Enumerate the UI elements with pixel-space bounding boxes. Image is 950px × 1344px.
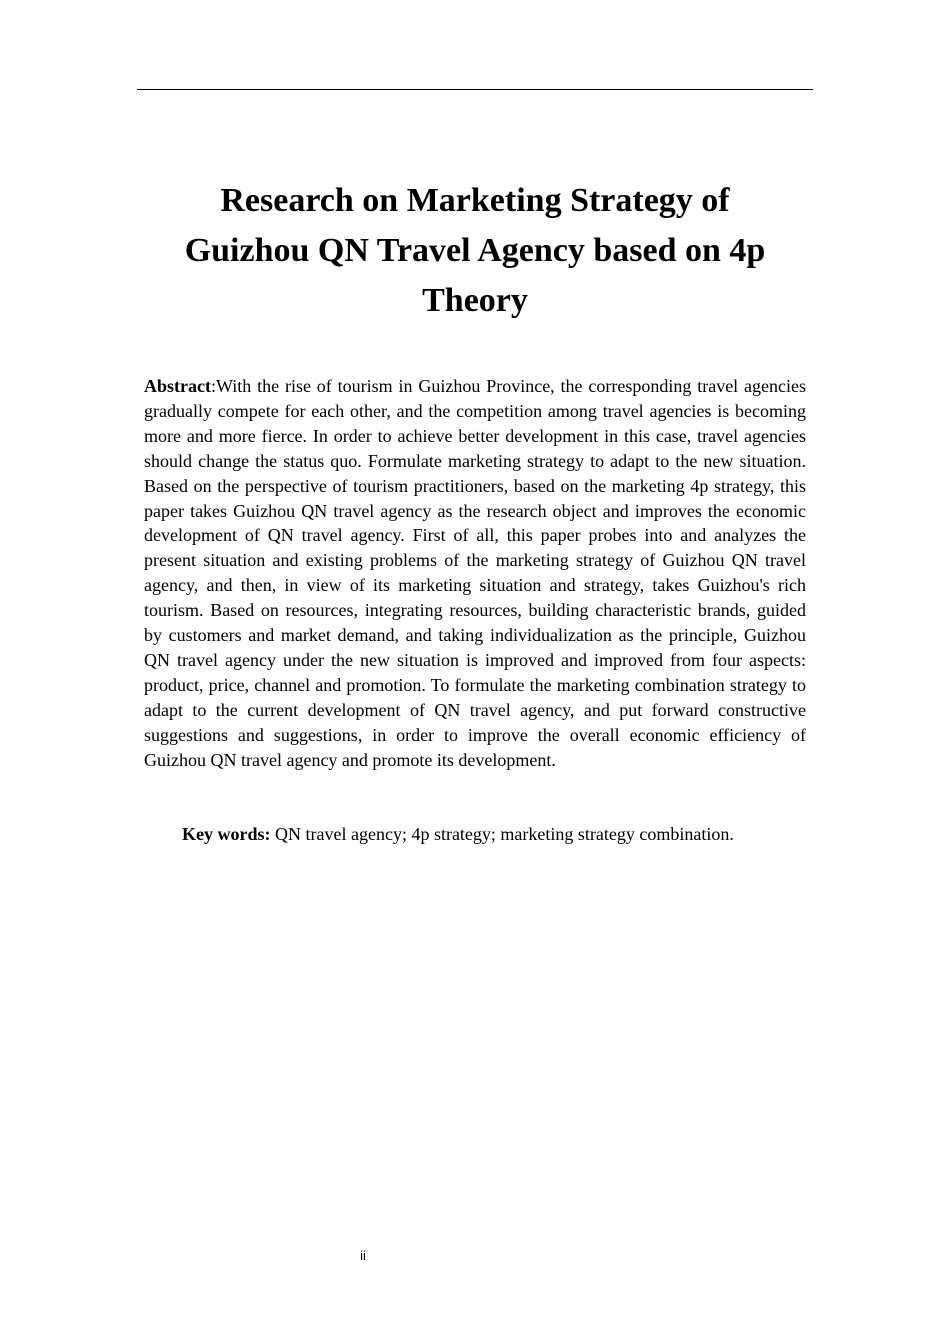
abstract-paragraph [144,374,806,773]
page-title: Research on Marketing Strategy of Guizhou QN Travel Agency based on 4p Theory [184,182,766,319]
header-rule [137,89,813,90]
abstract-label: Abstract [144,376,211,396]
keywords-label: Key words: [182,824,271,844]
keywords-text: QN travel agency; 4p strategy; marketing strategy combination. [275,824,734,844]
page-number: ii [360,1248,366,1263]
abstract-separator: : [210,376,216,396]
keywords-paragraph [182,822,806,847]
abstract-text: With the rise of tourism in Guizhou Province, the corresponding travel agencies gradually compete for each other, and the competition among travel agencies is becoming more and more fierce. In order to achieve better development in this case, travel agencies should change the status quo. Formulate marketing strategy to adapt to the new situation. Based on the perspective of tourism practitioners, based on the marketing 4p strategy, this paper takes Guizhou QN travel agency as the research object and improves the economic development of QN travel agency. First of all, this paper probes into and analyzes the present situation and existing problems of the marketing strategy of Guizhou QN travel agency, and then, in view of its marketing situation and strategy, takes Guizhou's rich tourism. Based on resources, integrating resources, building characteristic brands, guided by customers and market demand, and taking individualization as the principle, Guizhou QN travel agency under the new situation is improved and improved from four aspects: product, price, channel and promotion. To formulate the marketing combination strategy to adapt to the current development of QN travel agency, and put forward constructive suggestions and suggestions, in order to improve the overall economic efficiency of Guizhou QN travel agency and promote its development. [144,376,806,770]
